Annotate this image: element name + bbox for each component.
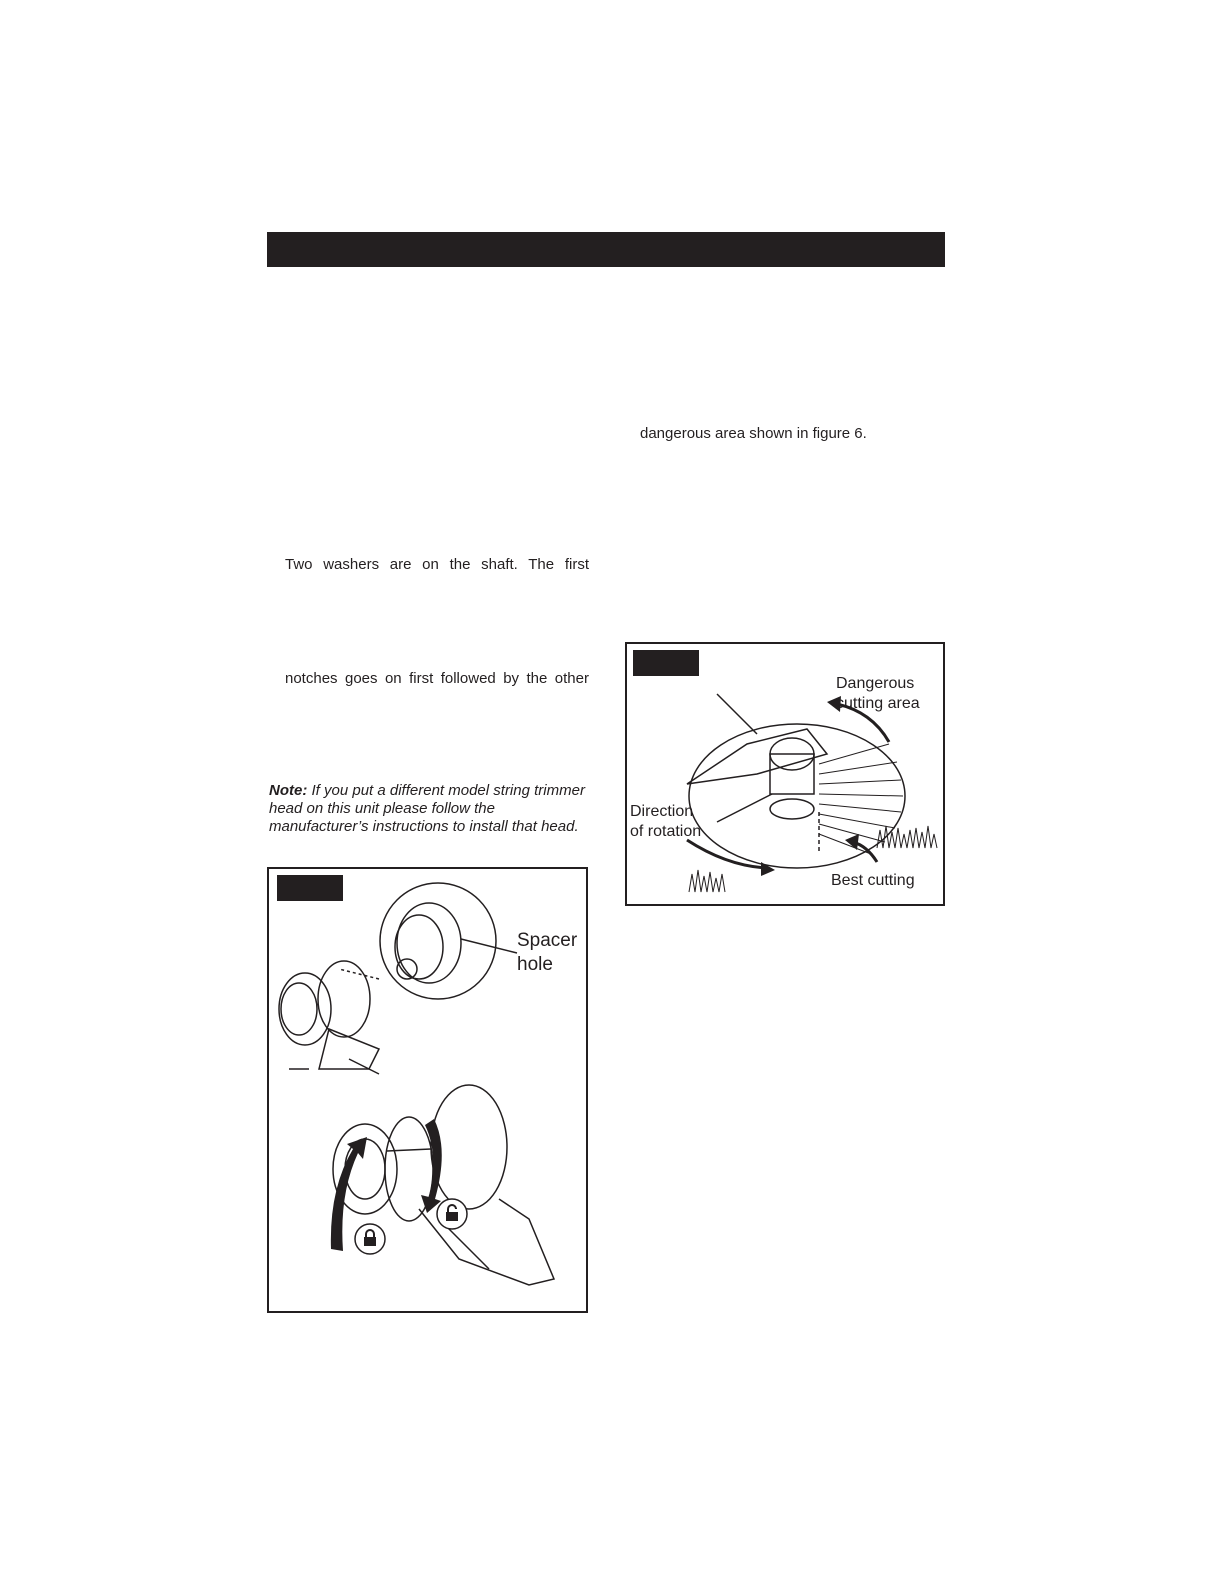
section-header-bar: [267, 232, 945, 267]
padlock-icon: [437, 1199, 467, 1229]
label-of-rotation: of rotation: [630, 823, 702, 840]
rotation-callout-line: [717, 794, 772, 822]
figure-trimmer-head-install: [267, 867, 588, 1313]
spacer-callout-line: [461, 939, 517, 953]
padlock-icon: [355, 1224, 385, 1254]
callout-hole: hole: [517, 954, 553, 975]
motor-housing-upper: [318, 961, 370, 1037]
guard: [687, 729, 827, 784]
label-direction: Direction: [630, 803, 694, 820]
callout-spacer: Spacer: [517, 930, 578, 951]
label-best-cutting: Best cutting: [831, 872, 915, 889]
text-two-washers: Two washers are on the shaft. The first: [285, 556, 589, 573]
text-notches: notches goes on first followed by the other: [285, 670, 589, 687]
motor-housing-closeup: [397, 903, 461, 983]
note-text: If you put a different model string trimmer head on this unit please follow the manufacturer’s instructions to install that head.: [269, 782, 585, 835]
grass-left: [689, 870, 725, 892]
label-dangerous: Dangerous: [836, 675, 915, 692]
text-dangerous-area: dangerous area shown in figure 6.: [640, 425, 867, 442]
spacer-hole-detail: [397, 959, 417, 979]
label-cutting-area: cutting area: [836, 695, 920, 712]
rotation-arrow: [687, 840, 767, 868]
motor-housing-lower: [431, 1085, 507, 1209]
installation-note: [269, 782, 589, 836]
rotation-arrow-icon: [421, 1119, 442, 1213]
figure-cutting-area: [625, 642, 945, 906]
note-label: Note:: [269, 782, 308, 799]
trimmer-shaft: [717, 694, 757, 734]
cutting-circle: [689, 724, 905, 868]
